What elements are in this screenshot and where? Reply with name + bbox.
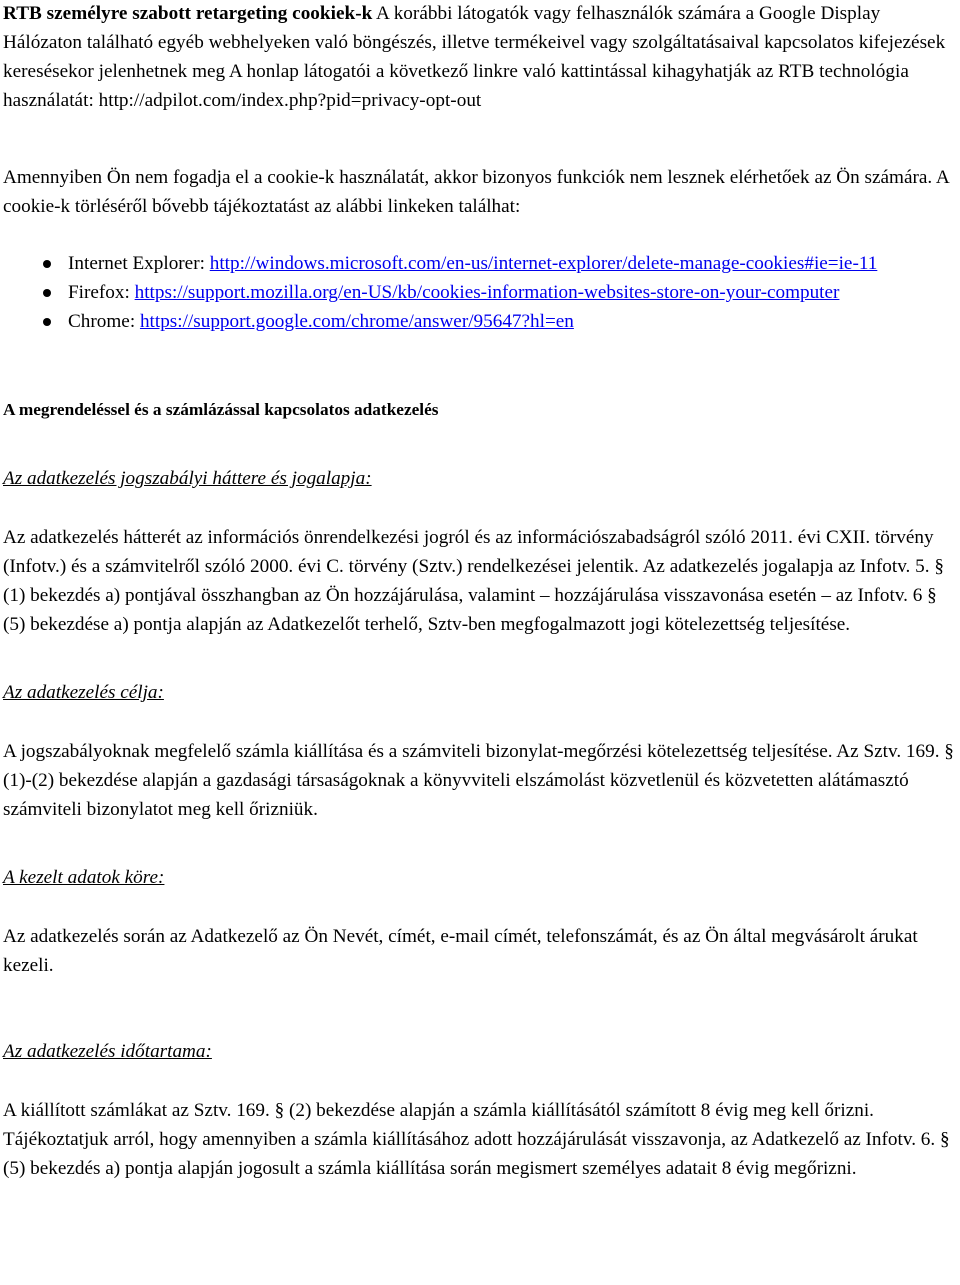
purpose-heading: Az adatkezelés célja: [3,682,164,703]
list-item-internet-explorer [3,249,957,278]
link-firefox[interactable]: https://support.mozilla.org/en-US/kb/cookies-information-websites-store-on-your-computer [134,282,840,303]
rtb-paragraph [3,0,957,115]
cookie-notice-paragraph: Amennyiben Ön nem fogadja el a cookie-k használatát, akkor bizonyos funkciók nem lesznek elérhetőek az Ön számára. A cookie-k törléséről bővebb tájékoztatást az alábbi linkeken találhat: [3,167,949,217]
bullet-icon [43,289,51,297]
legal-basis-heading: Az adatkezelés jogszabályi háttere és jogalapja: [3,468,372,489]
bullet-icon [43,318,51,326]
bullet-icon [43,260,51,268]
link-label-chrome: Chrome: [68,311,140,332]
link-internet-explorer[interactable]: http://windows.microsoft.com/en-us/internet-explorer/delete-manage-cookies#ie=ie-11 [209,253,878,274]
data-scope-text: Az adatkezelés során az Adatkezelő az Ön Nevét, címét, e-mail címét, telefonszámát, és az Ön által megvásárolt árukat kezeli. [3,926,918,976]
link-label-firefox: Firefox: [68,282,135,303]
list-item-chrome [3,307,957,336]
list-item-firefox [3,278,957,307]
section-title: A megrendeléssel és a számlázással kapcsolatos adatkezelés [3,400,439,419]
link-label-internet-explorer: Internet Explorer: [68,253,210,274]
data-scope-heading: A kezelt adatok köre: [3,867,165,888]
rtb-text: A korábbi látogatók vagy felhasználók számára a Google Display Hálózaton található egyéb webhelyeken való böngészés, illetve termékeivel vagy szolgáltatásaival kapcsolatos kifejezések keresésekor jelenhetnek meg A honlap látogatói a következő linkre való kattintással kihagyhatják az RTB technológia használatát: http://adpilot.com/index.php?pid=privacy-opt-out [3,3,946,111]
duration-heading: Az adatkezelés időtartama: [3,1041,212,1062]
cookie-links-list [3,249,957,336]
legal-basis-text: Az adatkezelés hátterét az információs önrendelkezési jogról és az információszabadságról szóló 2011. évi CXII. törvény (Infotv.) és a számvitelről szóló 2000. évi C. törvény (Sztv.) rendelkezései jelentik. Az adatkezelés jogalapja az Infotv. 5. § (1) bekezdés a) pontjával összhangban az Ön hozzájárulása, valamint – hozzájárulása visszavonása esetén – az Infotv. 6 § (5) bekezdése a) pontja alapján az Adatkezelőt terhelő, Sztv-ben megfogalmazott jogi kötelezettség teljesítése. [3,527,944,635]
duration-text: A kiállított számlákat az Sztv. 169. § (2) bekezdése alapján a számla kiállításától számított 8 évig meg kell őrizni. Tájékoztatjuk arról, hogy amennyiben a számla kiállításához adott hozzájárulását visszavonja, az Adatkezelő az Infotv. 6. § (5) bekezdés a) pontja alapján jogosult a számla kiállítása során megismert személyes adatait 8 évig megőrizni. [3,1100,950,1179]
rtb-title: RTB személyre szabott retargeting cookiek-k [3,3,373,24]
link-chrome[interactable]: https://support.google.com/chrome/answer/95647?hl=en [139,311,574,332]
purpose-text: A jogszabályoknak megfelelő számla kiállítása és a számviteli bizonylat-megőrzési kötelezettség teljesítése. Az Sztv. 169. § (1)-(2) bekezdése alapján a gazdasági társaságoknak a könyvviteli elszámolást közvetlenül és közvetetten alátámasztó számviteli bizonylatot meg kell őrizniük. [3,741,954,820]
document-page [3,0,957,1183]
